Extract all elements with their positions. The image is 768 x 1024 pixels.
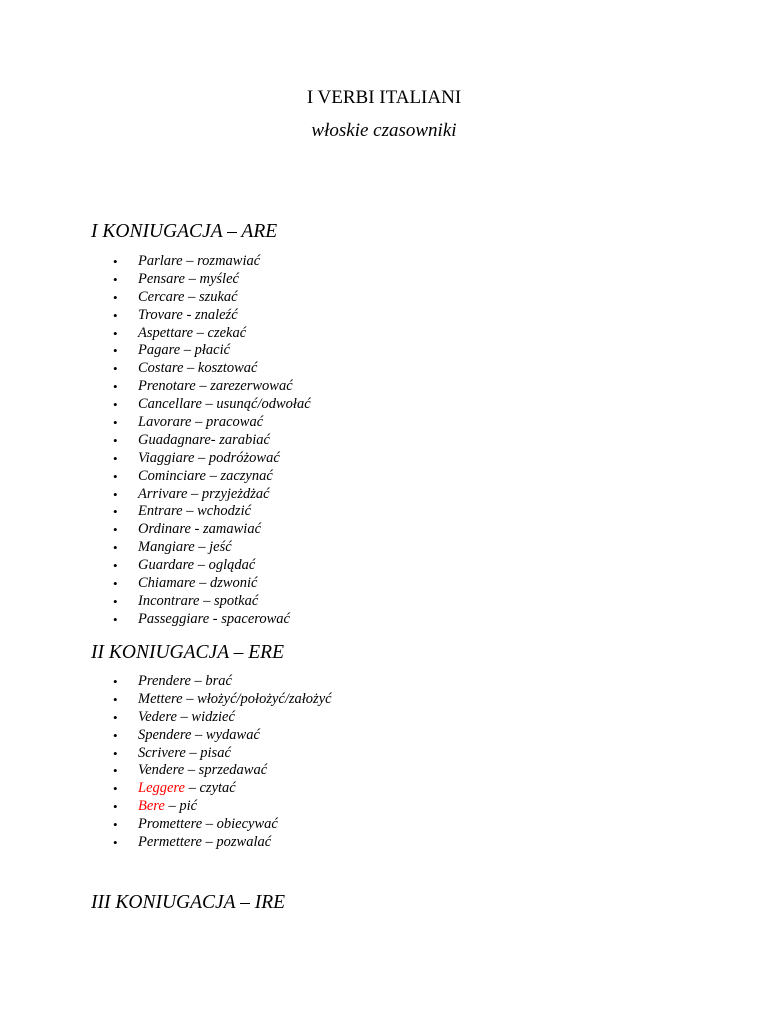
italian-verb: Guardare <box>138 557 195 574</box>
verb-entry <box>138 414 263 432</box>
italian-verb: Entrare <box>138 503 183 520</box>
bullet-icon: • <box>113 611 118 627</box>
italian-verb: Aspettare <box>138 324 194 341</box>
verb-separator: – <box>176 708 192 725</box>
italian-verb: Scrivere <box>138 744 186 761</box>
bullet-icon: • <box>113 271 118 287</box>
italian-verb: Parlare <box>138 253 183 269</box>
italian-verb: Incontrare <box>138 592 200 609</box>
verb-entry <box>138 727 260 745</box>
verb-entry <box>138 673 232 691</box>
bullet-icon: • <box>113 540 118 556</box>
verb-separator: - <box>190 521 203 538</box>
verb-entry <box>138 468 273 486</box>
bullet-icon: • <box>113 307 118 323</box>
polish-translation: wydawać <box>205 726 260 743</box>
polish-translation: płacić <box>194 342 231 359</box>
verb-separator: – <box>184 270 200 287</box>
verb-entry <box>138 271 239 289</box>
italian-verb: Chiamare <box>138 575 196 592</box>
italian-verb: Prenotare <box>138 378 196 395</box>
verb-separator: – <box>187 485 202 502</box>
verb-separator: - <box>210 431 220 448</box>
bullet-icon: • <box>113 763 118 779</box>
italian-verb: Passeggiare <box>138 610 210 627</box>
verb-separator: – <box>194 557 209 574</box>
verb-entry <box>138 539 232 557</box>
polish-translation: pić <box>179 798 198 815</box>
verb-separator: – <box>185 744 201 761</box>
bullet-icon: • <box>113 799 118 815</box>
verb-separator: – <box>182 503 198 520</box>
verb-entry <box>138 745 231 763</box>
verb-separator: – <box>164 798 180 815</box>
verb-entry <box>138 521 261 539</box>
italian-verb: Promettere <box>138 816 203 833</box>
bullet-icon: • <box>113 254 118 269</box>
polish-translation: obiecywać <box>216 816 278 833</box>
polish-translation: spotkać <box>213 592 259 609</box>
polish-translation: czekać <box>207 324 247 341</box>
verb-separator: – <box>194 449 209 466</box>
verb-separator: – <box>194 539 210 556</box>
polish-translation: zaczynać <box>220 467 273 484</box>
verb-separator: – <box>190 673 206 689</box>
bullet-icon: • <box>113 397 118 413</box>
verb-separator: – <box>191 726 206 743</box>
verb-entry <box>138 762 267 780</box>
document-title: I VERBI ITALIANI <box>306 87 462 108</box>
italian-verb: Guadagnare <box>138 431 211 448</box>
verb-entry <box>138 432 270 450</box>
italian-verb: Pensare <box>138 270 185 287</box>
italian-verb: Costare <box>138 360 184 377</box>
bullet-icon: • <box>113 745 118 761</box>
verb-entry <box>138 360 258 378</box>
bullet-icon: • <box>113 343 118 359</box>
bullet-icon: • <box>113 709 118 725</box>
bullet-icon: • <box>113 289 118 305</box>
polish-translation: oglądać <box>208 557 256 574</box>
polish-translation: przyjeżdżać <box>201 485 270 502</box>
italian-verb: Permettere <box>138 834 202 851</box>
verb-entry <box>138 780 236 798</box>
bullet-icon: • <box>113 415 118 431</box>
bullet-icon: • <box>113 432 118 448</box>
verb-entry <box>138 289 238 307</box>
polish-translation: znaleźć <box>194 306 238 323</box>
polish-translation: pisać <box>200 744 231 761</box>
italian-verb: Mangiare <box>138 539 195 556</box>
polish-translation: zarezerwować <box>210 378 293 395</box>
verb-entry <box>138 834 271 852</box>
polish-translation: czytać <box>199 780 236 797</box>
verb-separator: – <box>193 324 208 341</box>
verb-separator: – <box>195 378 211 395</box>
bullet-icon: • <box>113 593 118 609</box>
italian-verb: Pagare <box>138 342 181 359</box>
italian-verb: Arrivare <box>138 485 188 502</box>
verb-entry <box>138 378 293 396</box>
italian-verb: Trovare <box>138 306 183 323</box>
polish-translation: widzieć <box>191 708 235 725</box>
italian-verb: Lavorare <box>138 414 192 431</box>
bullet-icon: • <box>113 504 118 520</box>
bullet-icon: • <box>113 325 118 341</box>
italian-verb: Cercare <box>138 288 185 305</box>
polish-translation: zamawiać <box>203 521 261 538</box>
verb-separator: - <box>209 610 222 627</box>
verb-entry <box>138 503 251 521</box>
italian-verb: Prendere <box>138 673 191 689</box>
verb-entry <box>138 396 311 414</box>
verb-separator: – <box>201 834 217 851</box>
polish-translation: jeść <box>209 539 232 556</box>
verb-separator: – <box>183 360 198 377</box>
bullet-icon: • <box>113 468 118 484</box>
verb-entry <box>138 325 246 343</box>
polish-translation: szukać <box>198 288 238 305</box>
verb-separator: – <box>182 253 198 269</box>
bullet-icon: • <box>113 576 118 592</box>
verb-separator: – <box>205 467 221 484</box>
bullet-icon: • <box>113 361 118 377</box>
bullet-icon: • <box>113 727 118 743</box>
polish-translation: kosztować <box>197 360 258 377</box>
verb-separator: – <box>184 780 200 797</box>
polish-translation: podróżować <box>208 449 280 466</box>
verb-separator: – <box>191 414 206 431</box>
verb-entry <box>138 691 332 709</box>
verb-separator: – <box>201 396 217 413</box>
verb-entry <box>138 486 270 504</box>
verb-entry <box>138 557 255 575</box>
italian-verb: Viaggiare <box>138 449 195 466</box>
verb-entry <box>138 816 278 834</box>
italian-verb: Vedere <box>138 708 177 725</box>
section-heading-ire: III KONIUGACJA – IRE <box>91 892 286 913</box>
verb-entry <box>138 342 230 360</box>
verb-entry <box>138 593 258 611</box>
verb-separator: – <box>182 690 198 707</box>
verb-entry <box>138 450 280 468</box>
bullet-icon: • <box>113 379 118 395</box>
polish-translation: dzwonić <box>209 575 258 592</box>
verb-entry <box>138 611 290 629</box>
section-heading-are: I KONIUGACJA – ARE <box>91 221 278 242</box>
polish-translation: wchodzić <box>197 503 252 520</box>
polish-translation: brać <box>205 673 232 689</box>
verb-separator: – <box>199 592 214 609</box>
italian-verb: Spendere <box>138 726 192 743</box>
italian-verb: Ordinare <box>138 521 191 538</box>
italian-verb: Leggere <box>138 780 185 797</box>
polish-translation: sprzedawać <box>198 762 268 779</box>
italian-verb: Bere <box>138 798 165 815</box>
verb-entry <box>138 307 238 325</box>
verb-separator: – <box>184 762 199 779</box>
bullet-icon: • <box>113 781 118 797</box>
polish-translation: pracować <box>205 414 264 431</box>
verb-entry <box>138 253 260 271</box>
polish-translation: pozwalać <box>216 834 272 851</box>
polish-translation: myśleć <box>199 270 239 287</box>
italian-verb: Cominciare <box>138 467 206 484</box>
bullet-icon: • <box>113 674 118 689</box>
bullet-icon: • <box>113 486 118 502</box>
verb-entry <box>138 575 258 593</box>
bullet-icon: • <box>113 817 118 833</box>
italian-verb: Cancellare <box>138 396 202 413</box>
polish-translation: włożyć/położyć/założyć <box>197 690 332 707</box>
verb-separator: – <box>184 288 199 305</box>
italian-verb: Mettere <box>138 690 183 707</box>
section-heading-ere: II KONIUGACJA – ERE <box>91 642 284 663</box>
verb-separator: – <box>202 816 217 833</box>
polish-translation: spacerować <box>221 610 290 627</box>
verb-separator: – <box>180 342 195 359</box>
verb-entry <box>138 798 197 816</box>
polish-translation: rozmawiać <box>197 253 261 269</box>
polish-translation: zarabiać <box>219 431 270 448</box>
bullet-icon: • <box>113 522 118 538</box>
bullet-icon: • <box>113 835 118 851</box>
bullet-icon: • <box>113 691 118 707</box>
italian-verb: Vendere <box>138 762 185 779</box>
verb-entry <box>138 709 235 727</box>
polish-translation: usunąć/odwołać <box>216 396 311 413</box>
bullet-icon: • <box>113 558 118 574</box>
verb-separator: – <box>195 575 210 592</box>
bullet-icon: • <box>113 450 118 466</box>
verb-separator: - <box>182 306 195 323</box>
document-subtitle: włoskie czasowniki <box>311 120 457 141</box>
